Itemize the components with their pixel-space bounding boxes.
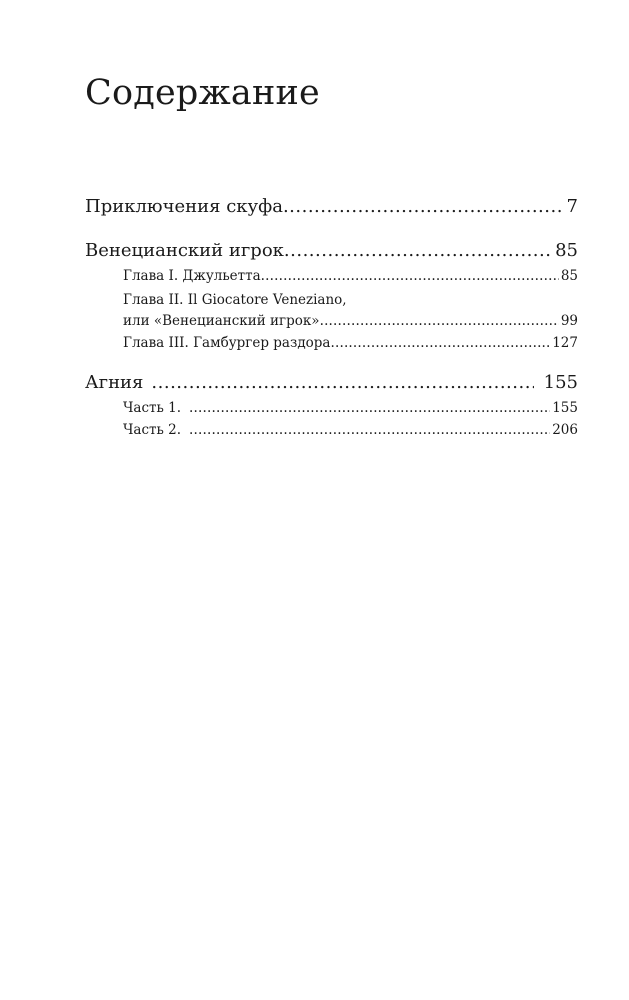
dot-leader <box>189 420 550 440</box>
toc-subentry-title-line1: Глава II. Il Giocatore Veneziano, <box>123 292 347 308</box>
toc-subentry-page: 206 <box>552 422 578 438</box>
toc-subentry-title: Глава I. Джульетта <box>123 268 261 284</box>
toc-section-agnia <box>85 372 578 440</box>
page-title: Содержание <box>85 73 320 113</box>
toc-section-skuf <box>85 196 578 218</box>
dot-leader <box>320 311 559 331</box>
toc-subentry-page: 99 <box>560 313 578 329</box>
toc-entry-page: 85 <box>555 240 578 261</box>
toc-subentry[interactable] <box>123 420 578 440</box>
toc-subentry-title: или «Венецианский игрок» <box>123 313 320 329</box>
dot-leader <box>330 333 550 353</box>
toc-subentry[interactable] <box>123 398 578 418</box>
dot-leader <box>151 372 533 394</box>
toc-subentry-title: Часть 1. <box>123 400 182 416</box>
toc-entry[interactable] <box>85 240 578 262</box>
toc-subentry-page: 127 <box>552 335 578 351</box>
dot-leader <box>283 196 563 218</box>
dot-leader <box>261 266 559 286</box>
toc-entry-page: 155 <box>543 372 578 393</box>
toc-entry-title: Приключения скуфа <box>85 196 283 217</box>
toc-subentry[interactable] <box>123 333 578 353</box>
toc-entry-title: Агния <box>85 372 144 393</box>
toc-subentry[interactable] <box>123 311 578 331</box>
toc-entry-page: 7 <box>566 196 578 217</box>
toc-entry-title: Венецианский игрок <box>85 240 284 261</box>
toc-entry[interactable] <box>85 196 578 218</box>
toc-section-venetian-player <box>85 240 578 353</box>
toc-subentry-title: Часть 2. <box>123 422 182 438</box>
toc-entry[interactable] <box>85 372 578 394</box>
toc-subentry-page: 155 <box>552 400 578 416</box>
dot-leader <box>189 398 550 418</box>
toc-subentry[interactable] <box>123 266 578 286</box>
toc-subentry-title: Глава III. Гамбургер раздора <box>123 335 331 351</box>
toc-subentry-page: 85 <box>560 268 578 284</box>
dot-leader <box>284 240 551 262</box>
